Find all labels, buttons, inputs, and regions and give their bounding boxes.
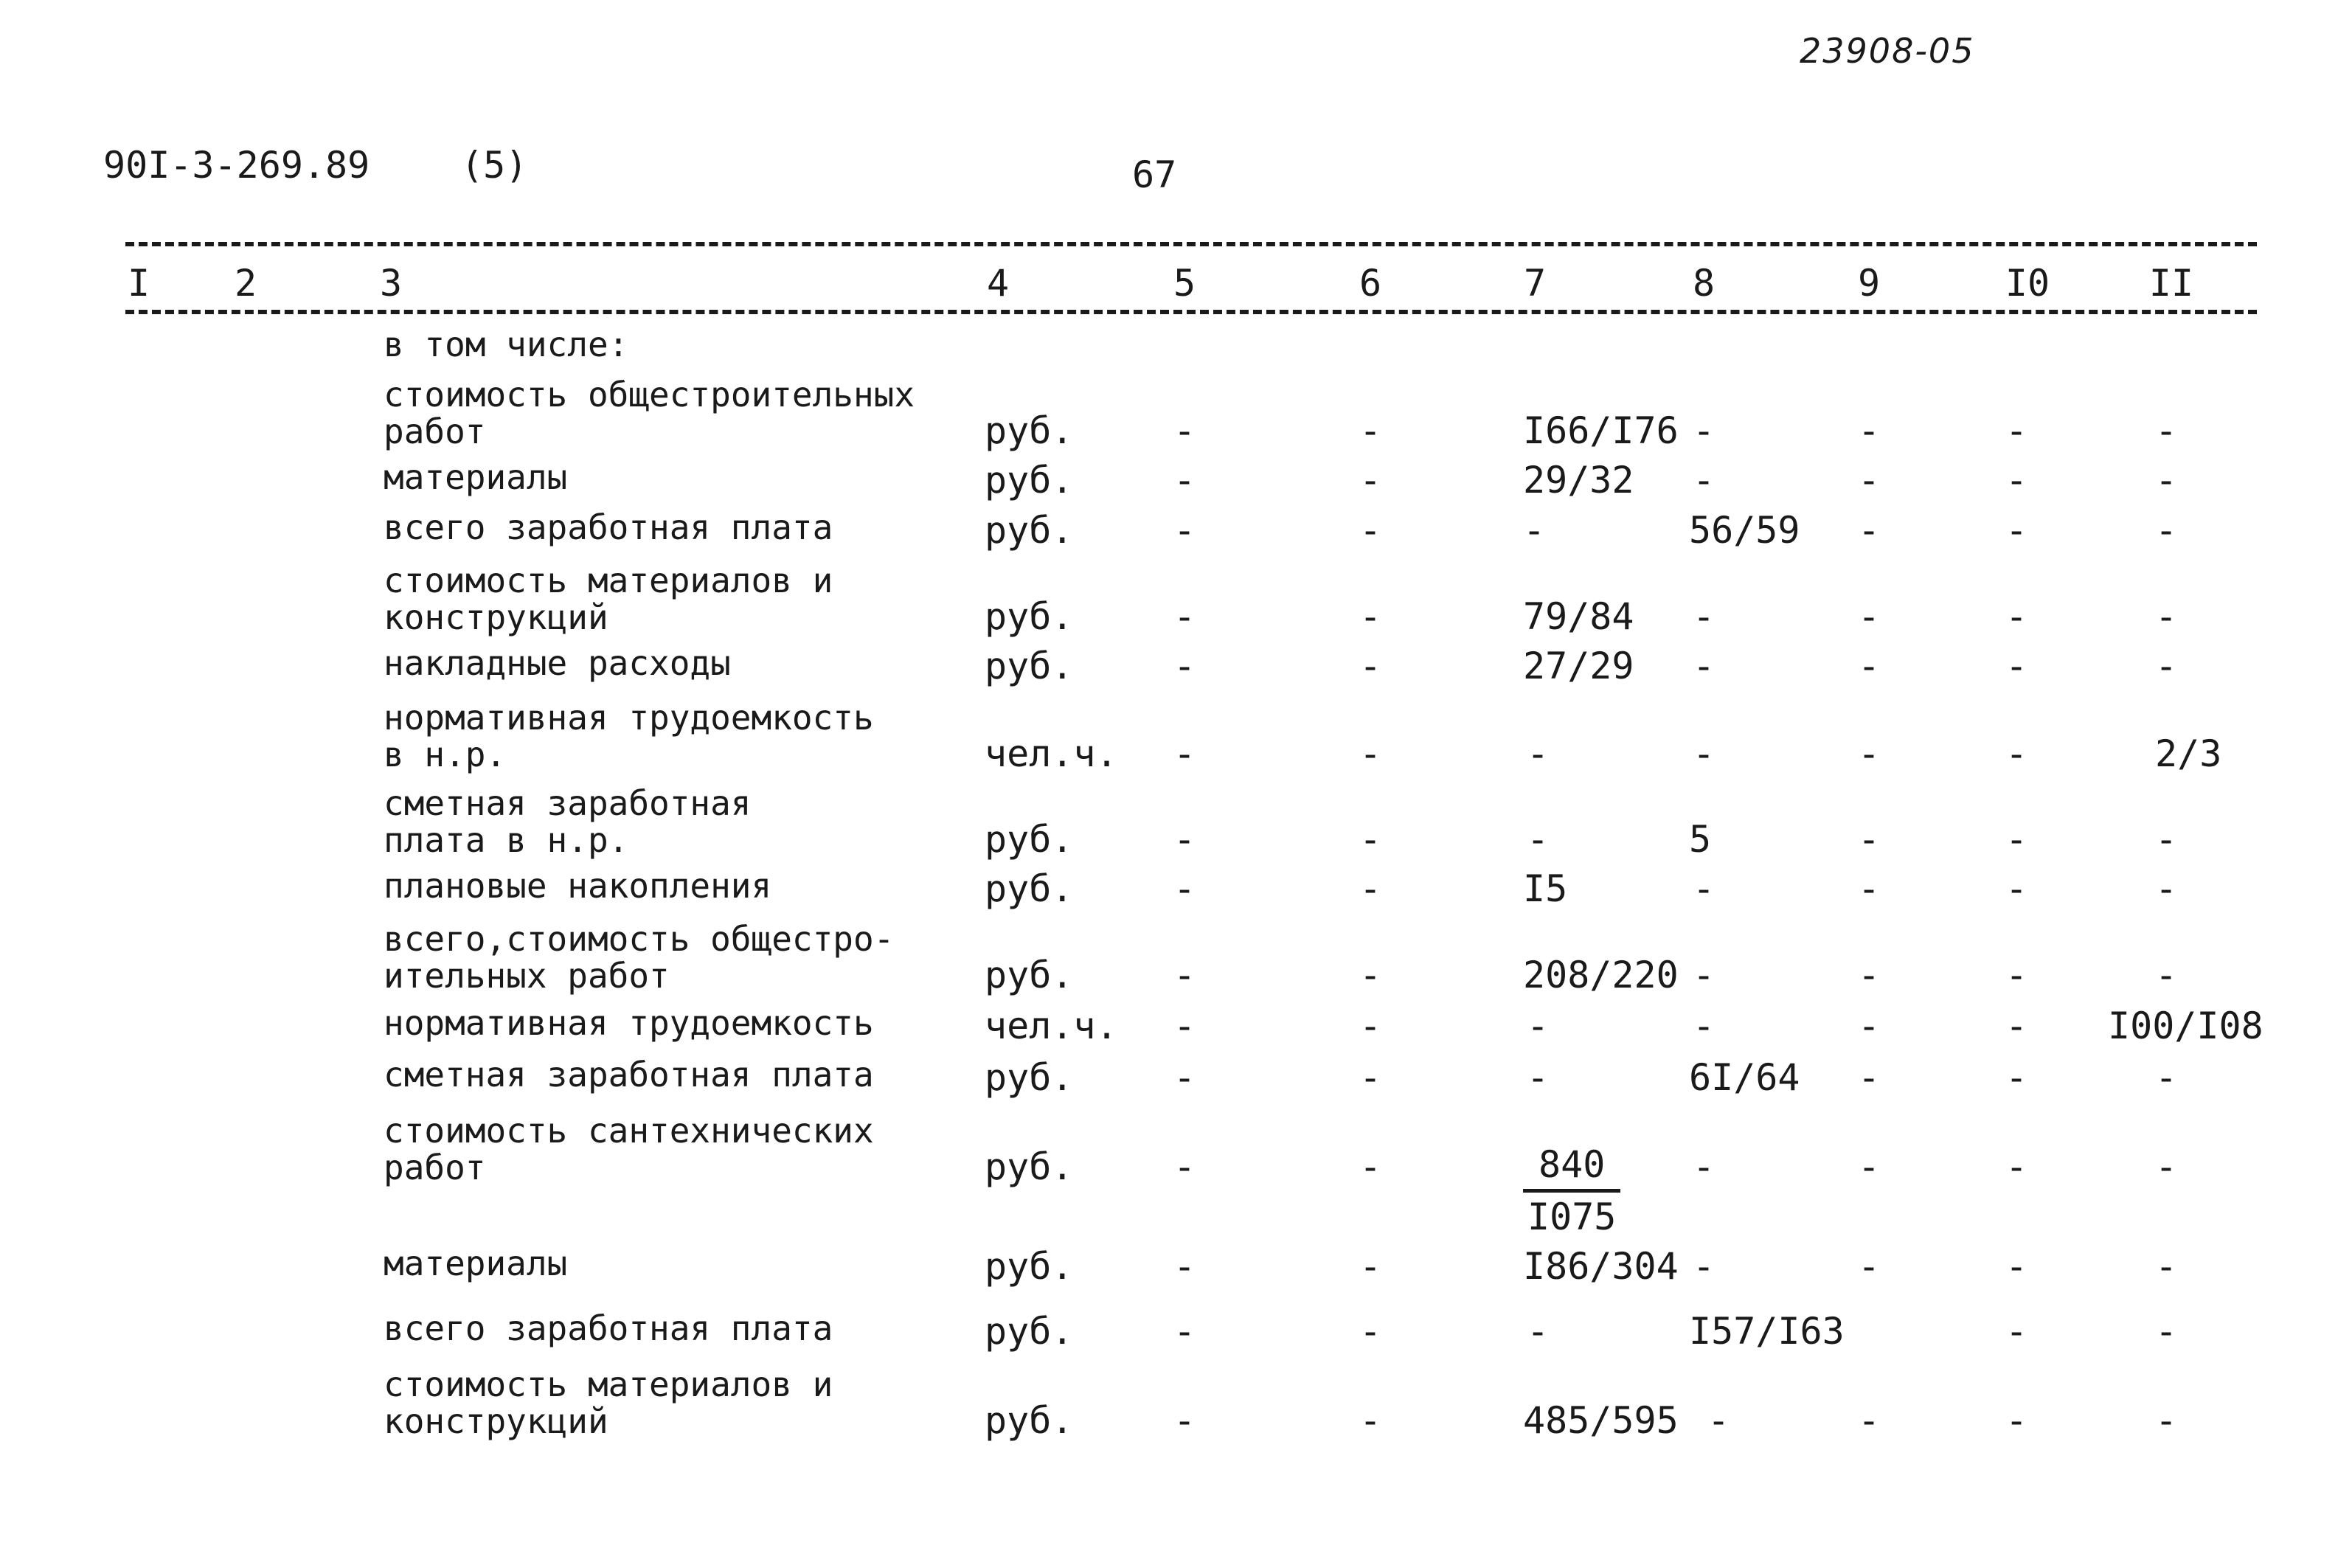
cell-col9: -: [1857, 954, 1881, 996]
cell-col5: -: [1173, 595, 1196, 638]
cell-col7: I86/304: [1523, 1245, 1679, 1288]
cell-col8: 5: [1689, 818, 1712, 861]
row-unit: руб.: [985, 867, 1074, 910]
cell-col7: 79/84: [1523, 595, 1634, 638]
cell-col9: -: [1857, 818, 1881, 861]
column-number-7: 7: [1523, 262, 1547, 305]
cell-col7: 27/29: [1523, 645, 1634, 687]
cell-col11: -: [2155, 1399, 2178, 1442]
cell-col7: I5: [1523, 867, 1568, 910]
cell-col6: -: [1359, 459, 1382, 502]
column-number-6: 6: [1359, 262, 1382, 305]
row-description: материалы: [384, 1243, 568, 1283]
row-description: нормативная трудоемкость в н.р.: [384, 698, 874, 774]
cell-col10: -: [2005, 818, 2028, 861]
cell-col7: -: [1526, 732, 1550, 775]
cell-col10: -: [2005, 1245, 2028, 1288]
cell-col11: -: [2155, 459, 2178, 502]
cell-col8: -: [1692, 595, 1716, 638]
cell-col7: 208/220: [1523, 954, 1679, 996]
row-description: всего заработная плата: [384, 1308, 833, 1348]
column-number-1: I: [127, 262, 150, 305]
cell-col8: -: [1692, 732, 1716, 775]
cell-col9: -: [1857, 867, 1881, 910]
cell-col5: -: [1173, 459, 1196, 502]
archive-number: 23908-05: [1800, 31, 1975, 71]
fraction-numerator: 840: [1523, 1143, 1620, 1193]
cell-col5: -: [1173, 1245, 1196, 1288]
row-description: сметная заработная плата: [384, 1055, 874, 1095]
cell-col10: -: [2005, 732, 2028, 775]
cell-col6: -: [1359, 645, 1382, 687]
cell-col9: -: [1857, 1145, 1881, 1188]
cell-col5: -: [1173, 645, 1196, 687]
cell-col10: -: [2005, 409, 2028, 452]
cell-col9: -: [1857, 409, 1881, 452]
cell-col10: -: [2005, 1145, 2028, 1188]
cell-col9: -: [1857, 645, 1881, 687]
cell-col6: -: [1359, 509, 1382, 552]
row-unit: руб.: [985, 1310, 1074, 1353]
cell-col11: 2/3: [2155, 732, 2222, 775]
row-unit: руб.: [985, 1399, 1074, 1442]
cell-col10: -: [2005, 1056, 2028, 1099]
cell-col8: -: [1692, 867, 1716, 910]
cell-col10: -: [2005, 954, 2028, 996]
cell-col8: -: [1692, 645, 1716, 687]
cell-col8: -: [1692, 1145, 1716, 1188]
row-unit: руб.: [985, 954, 1074, 996]
cell-col8: -: [1692, 459, 1716, 502]
cell-col6: -: [1359, 1310, 1382, 1353]
column-number-9: 9: [1857, 262, 1881, 305]
row-description: всего заработная плата: [384, 507, 833, 547]
cell-col11: -: [2155, 509, 2178, 552]
cell-col8: -: [1692, 954, 1716, 996]
cell-col5: -: [1173, 1145, 1196, 1188]
cell-col6: -: [1359, 954, 1382, 996]
cell-col7: [1523, 1143, 1620, 1238]
cell-col7: -: [1526, 1005, 1550, 1047]
column-number-2: 2: [234, 262, 257, 305]
cell-col10: -: [2005, 1005, 2028, 1047]
row-unit: руб.: [985, 818, 1074, 861]
cell-col11: -: [2155, 818, 2178, 861]
cell-col6: -: [1359, 409, 1382, 452]
cell-col8: -: [1692, 1005, 1716, 1047]
cell-col7: -: [1526, 818, 1550, 861]
row-unit: руб.: [985, 1245, 1074, 1288]
row-unit: руб.: [985, 1056, 1074, 1099]
cell-col8: 6I/64: [1689, 1056, 1800, 1099]
cell-col9: -: [1857, 1245, 1881, 1288]
cell-col11: -: [2155, 867, 2178, 910]
page-number: 67: [1132, 153, 1177, 196]
row-unit: руб.: [985, 459, 1074, 502]
cell-col9: -: [1857, 1005, 1881, 1047]
cell-col7: -: [1523, 509, 1546, 552]
cell-col5: -: [1173, 1310, 1196, 1353]
cell-col9: -: [1857, 1056, 1881, 1099]
cell-col5: -: [1173, 409, 1196, 452]
cell-col8: -: [1707, 1399, 1730, 1442]
cell-col5: -: [1173, 867, 1196, 910]
cell-col5: -: [1173, 954, 1196, 996]
cell-col5: -: [1173, 1399, 1196, 1442]
cell-col6: -: [1359, 1245, 1382, 1288]
cell-col8: -: [1692, 1245, 1716, 1288]
cell-col9: -: [1857, 595, 1881, 638]
cell-col7: 29/32: [1523, 459, 1634, 502]
cell-col11: -: [2155, 1145, 2178, 1188]
fraction-value: [1523, 1143, 1620, 1238]
row-description: стоимость материалов и конструкций: [384, 561, 833, 637]
row-description: всего,стоимость общестро- ительных работ: [384, 919, 895, 996]
row-unit: руб.: [985, 645, 1074, 687]
cell-col10: -: [2005, 509, 2028, 552]
row-description: материалы: [384, 457, 568, 497]
cell-col9: -: [1857, 732, 1881, 775]
row-unit: руб.: [985, 509, 1074, 552]
row-description: сметная заработная плата в н.р.: [384, 783, 752, 860]
row-description: плановые накопления: [384, 866, 772, 906]
row-description: стоимость сантехнических работ: [384, 1111, 874, 1187]
cell-col11: -: [2155, 409, 2178, 452]
row-unit: руб.: [985, 409, 1074, 452]
row-unit: руб.: [985, 595, 1074, 638]
cell-col10: -: [2005, 1310, 2028, 1353]
column-number-8: 8: [1692, 262, 1716, 305]
column-number-5: 5: [1173, 262, 1196, 305]
row-unit: чел.ч.: [985, 732, 1118, 775]
cell-col6: -: [1359, 732, 1382, 775]
column-number-11: II: [2148, 262, 2194, 305]
cell-col11: I00/I08: [2108, 1005, 2263, 1047]
cell-col7: -: [1526, 1310, 1550, 1353]
table-top-rule: [125, 242, 2257, 246]
cell-col8: -: [1692, 409, 1716, 452]
cell-col7: I66/I76: [1523, 409, 1679, 452]
row-unit: чел.ч.: [985, 1005, 1118, 1047]
cell-col5: -: [1173, 509, 1196, 552]
cell-col6: -: [1359, 1145, 1382, 1188]
cell-col10: -: [2005, 595, 2028, 638]
cell-col10: -: [2005, 867, 2028, 910]
cell-col6: -: [1359, 867, 1382, 910]
cell-col10: -: [2005, 1399, 2028, 1442]
cell-col8: I57/I63: [1689, 1310, 1845, 1353]
cell-col11: -: [2155, 954, 2178, 996]
cell-col6: -: [1359, 1399, 1382, 1442]
row-description: накладные расходы: [384, 643, 731, 683]
cell-col8: 56/59: [1689, 509, 1800, 552]
cell-col9: -: [1857, 1399, 1881, 1442]
cell-col10: -: [2005, 645, 2028, 687]
table-header-rule: [125, 310, 2257, 314]
cell-col5: -: [1173, 1056, 1196, 1099]
fraction-denominator: I075: [1527, 1196, 1617, 1238]
cell-col6: -: [1359, 818, 1382, 861]
row-description: нормативная трудоемкость: [384, 1003, 874, 1043]
cell-col11: -: [2155, 595, 2178, 638]
cell-col7: 485/595: [1523, 1399, 1679, 1442]
column-number-4: 4: [986, 262, 1010, 305]
cell-col6: -: [1359, 595, 1382, 638]
cell-col9: -: [1857, 459, 1881, 502]
row-description: стоимость общестроительных работ: [384, 375, 915, 451]
cell-col11: -: [2155, 645, 2178, 687]
section-label: в том числе:: [384, 325, 629, 364]
cell-col7: -: [1526, 1056, 1550, 1099]
cell-col11: -: [2155, 1245, 2178, 1288]
cell-col6: -: [1359, 1056, 1382, 1099]
document-code: 90I-3-269.89: [103, 144, 370, 187]
document-part: (5): [461, 144, 528, 187]
row-unit: руб.: [985, 1145, 1074, 1188]
cell-col6: -: [1359, 1005, 1382, 1047]
cell-col11: -: [2155, 1310, 2178, 1353]
cell-col5: -: [1173, 1005, 1196, 1047]
cell-col5: -: [1173, 818, 1196, 861]
row-description: стоимость материалов и конструкций: [384, 1364, 833, 1441]
column-number-10: I0: [2005, 262, 2050, 305]
cell-col11: -: [2155, 1056, 2178, 1099]
cell-col10: -: [2005, 459, 2028, 502]
cell-col5: -: [1173, 732, 1196, 775]
column-number-3: 3: [379, 262, 403, 305]
cell-col9: -: [1857, 509, 1881, 552]
